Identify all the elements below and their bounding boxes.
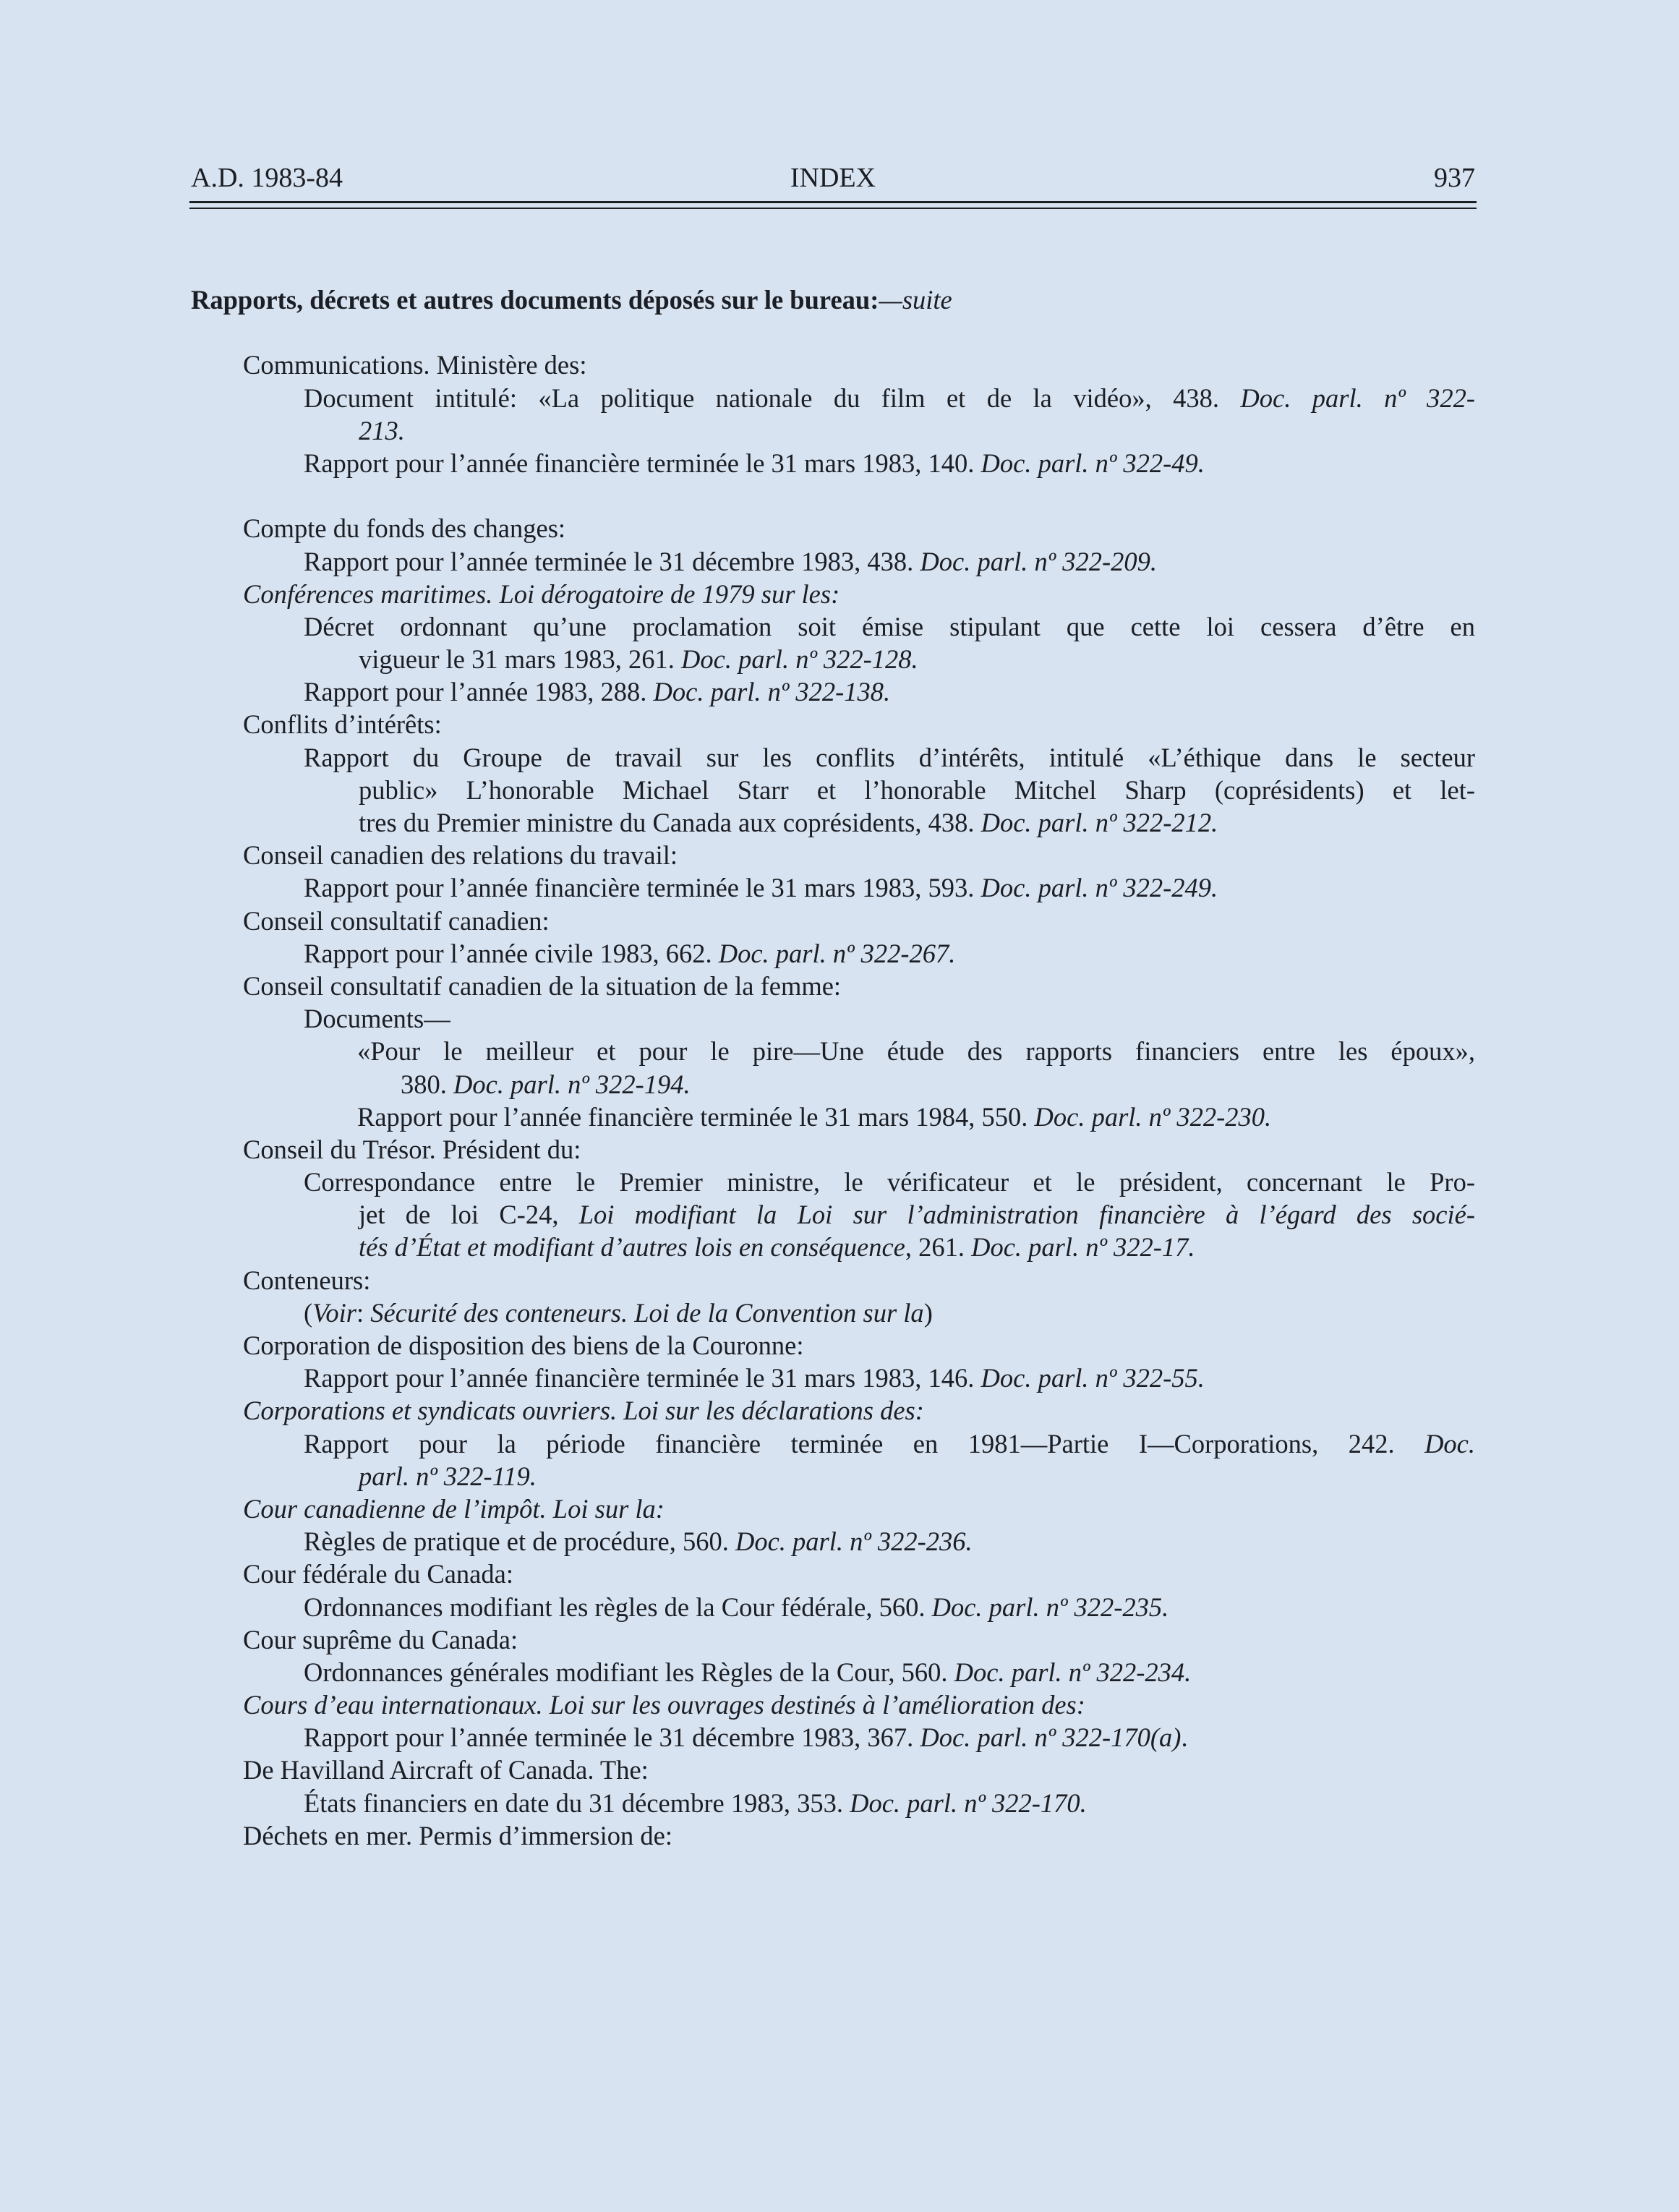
act-title: Loi modifiant la Loi sur l’administration financière à l’égard des socié-: [578, 1200, 1475, 1230]
index-subsubentry: [191, 1035, 1475, 1067]
cross-reference: [191, 1297, 1475, 1329]
page-number: 937: [1434, 163, 1475, 193]
index-subentry: [191, 447, 1475, 479]
header-title: INDEX: [790, 163, 876, 193]
section-heading: [191, 283, 1475, 316]
index-subentry: [191, 1787, 1475, 1819]
index-subentry: [191, 1362, 1475, 1394]
index-subentry: [191, 1525, 1475, 1558]
index-subentry: [191, 1166, 1475, 1198]
index-subentry-continued: [191, 774, 1475, 806]
entry-text: public» L’honorable Michael Starr et l’honorable Mitchel Sharp (coprésidents) et let-: [359, 774, 1475, 805]
doc-reference: parl. nº 322-119.: [359, 1461, 537, 1491]
index-subentry-continued: [191, 643, 1475, 675]
doc-reference: Doc. parl. nº 322-267.: [718, 938, 956, 968]
doc-reference: Doc. parl. nº 322-55.: [981, 1363, 1205, 1393]
section-heading-continued: —suite: [879, 285, 952, 315]
spacer: [191, 316, 1475, 349]
act-title: tés d’État et modifiant d’autres lois en conséquence: [359, 1232, 905, 1263]
index-entry: [191, 512, 1475, 545]
entry-text: Déchets en mer. Permis d’immersion de:: [243, 1820, 672, 1850]
entry-text: États financiers en date du 31 décembre 1983, 353.: [304, 1788, 850, 1818]
index-entry: [191, 1329, 1475, 1362]
entry-text: Conflits d’intérêts:: [243, 709, 442, 740]
entry-text: Rapport pour l’année 1983, 288.: [304, 677, 654, 707]
entry-text: , 261.: [905, 1232, 972, 1263]
entry-text: Cour canadienne de l’impôt. Loi sur la:: [243, 1493, 665, 1524]
index-subentry: [191, 382, 1475, 414]
index-entry: [191, 1264, 1475, 1297]
entry-text: Communications. Ministère des:: [243, 350, 587, 380]
index-subentry: [191, 610, 1475, 643]
index-entry: [191, 970, 1475, 1002]
entry-text: Rapport pour l’année financière terminée le 31 mars 1983, 593.: [304, 873, 981, 903]
entry-text: Rapport pour l’année financière terminée le 31 mars 1983, 140.: [304, 448, 981, 478]
entry-text: Ordonnances générales modifiant les Règles de la Cour, 560.: [304, 1657, 954, 1687]
entry-text: Corporation de disposition des biens de la Couronne:: [243, 1331, 804, 1360]
index-entry: [191, 905, 1475, 937]
index-entry: [191, 1394, 1475, 1427]
paren-open: (: [304, 1297, 313, 1328]
index-entry: [191, 349, 1475, 381]
entry-text: Conférences maritimes. Loi dérogatoire de 1979 sur les:: [243, 578, 840, 609]
header-rule-top: [189, 201, 1477, 203]
index-entry: [191, 1133, 1475, 1166]
doc-reference: Doc. parl. nº 322-170.: [850, 1788, 1087, 1818]
entry-text: Cour suprême du Canada:: [243, 1624, 518, 1654]
doc-reference: 213.: [359, 415, 405, 445]
entry-text: vigueur le 31 mars 1983, 261.: [359, 644, 682, 675]
doc-reference: Doc. parl. nº 322-: [1240, 383, 1475, 413]
index-entry: [191, 1493, 1475, 1525]
running-header: [191, 158, 1475, 198]
index-entry: [191, 578, 1475, 610]
entry-text: Conseil consultatif canadien:: [243, 905, 550, 936]
doc-reference: Doc. parl. nº 322-170(a): [920, 1722, 1182, 1753]
doc-reference: Doc. parl. nº 322-236.: [735, 1526, 973, 1557]
index-subentry: [191, 1721, 1475, 1754]
index-subentry-continued: [191, 1460, 1475, 1493]
colon: :: [356, 1297, 371, 1328]
index-entry: [191, 708, 1475, 740]
index-subentry: [191, 1002, 1475, 1035]
entry-text: Compte du fonds des changes:: [243, 513, 566, 544]
section-heading-text: Rapports, décrets et autres documents déposés sur le bureau:: [191, 285, 879, 315]
entry-text: 380.: [401, 1069, 453, 1099]
doc-reference: Doc. parl. nº 322-17.: [971, 1232, 1195, 1263]
entry-text: Rapport pour l’année financière terminée le 31 mars 1983, 146.: [304, 1363, 981, 1393]
entry-text: Corporations et syndicats ouvriers. Loi sur les déclarations des:: [243, 1396, 924, 1426]
index-entry: [191, 839, 1475, 871]
index-subsubentry: [191, 1101, 1475, 1133]
entry-text: Conseil canadien des relations du travail:: [243, 840, 678, 871]
spacer: [191, 479, 1475, 512]
index-entry: [191, 1688, 1475, 1721]
doc-reference: Doc. parl. nº 322-249.: [981, 873, 1218, 903]
index-subentry: [191, 1427, 1475, 1460]
index-subentry: [191, 1656, 1475, 1688]
entry-text: Rapport pour l’année civile 1983, 662.: [304, 938, 719, 968]
index-subentry: [191, 871, 1475, 904]
index-entry: [191, 1819, 1475, 1852]
doc-reference: Doc. parl. nº 322-194.: [453, 1069, 691, 1099]
see-target: Sécurité des conteneurs. Loi de la Convention sur la: [370, 1297, 924, 1328]
entry-text: Règles de pratique et de procédure, 560.: [304, 1526, 735, 1557]
paren-close: ): [923, 1297, 933, 1328]
entry-text: Conteneurs:: [243, 1265, 371, 1295]
doc-reference: Doc. parl. nº 322-230.: [1034, 1101, 1272, 1132]
index-subentry: [191, 545, 1475, 578]
see-label: Voir: [312, 1297, 357, 1328]
entry-text: Décret ordonnant qu’une proclamation soit émise stipulant que cette loi cessera d’être en: [304, 611, 1475, 641]
period: .: [1181, 1722, 1188, 1753]
entry-text: jet de loi C-24,: [359, 1200, 579, 1230]
index-subentry-continued: [191, 1198, 1475, 1231]
doc-reference: Doc.: [1424, 1428, 1475, 1459]
index-entry: [191, 1623, 1475, 1656]
entry-text: Rapport pour l’année terminée le 31 décembre 1983, 438.: [304, 546, 920, 576]
entry-text: Rapport pour la période financière terminée en 1981—Partie I—Corporations, 242.: [304, 1428, 1425, 1459]
index-subentry: [191, 741, 1475, 774]
entry-text: Cours d’eau internationaux. Loi sur les ouvrages destinés à l’amélioration des:: [243, 1690, 1085, 1720]
index-entry: [191, 1754, 1475, 1786]
entry-text: Document intitulé: «La politique nationale du film et de la vidéo», 438.: [304, 383, 1241, 413]
header-rule-bottom: [189, 208, 1477, 209]
entry-text: Ordonnances modifiant les règles de la Cour fédérale, 560.: [304, 1592, 932, 1622]
index-subsubentry-continued: [191, 1068, 1475, 1101]
index-subentry-continued: [191, 1231, 1475, 1263]
entry-text: Documents—: [304, 1004, 450, 1034]
doc-reference: Doc. parl. nº 322-235.: [931, 1592, 1169, 1622]
entry-text: De Havilland Aircraft of Canada. The:: [243, 1755, 649, 1785]
doc-reference: Doc. parl. nº 322-49.: [981, 448, 1205, 478]
entry-text: Conseil consultatif canadien de la situation de la femme:: [243, 970, 842, 1001]
doc-reference: Doc. parl. nº 322-128.: [681, 644, 918, 675]
header-year: A.D. 1983-84: [191, 163, 343, 193]
index-subentry: [191, 675, 1475, 708]
entry-text: tres du Premier ministre du Canada aux coprésidents, 438.: [359, 808, 981, 837]
index-content: [191, 283, 1475, 1852]
index-entry: [191, 1558, 1475, 1590]
entry-text: Rapport pour l’année financière terminée le 31 mars 1984, 550.: [357, 1101, 1035, 1132]
entry-text: Correspondance entre le Premier ministre, le vérificateur et le président, concernant le Pro-: [304, 1167, 1475, 1197]
doc-reference: Doc. parl. nº 322-234.: [954, 1657, 1192, 1687]
entry-text: Rapport du Groupe de travail sur les conflits d’intérêts, intitulé «L’éthique dans le secteur: [304, 742, 1475, 772]
doc-reference: Doc. parl. nº 322-212.: [981, 808, 1218, 837]
entry-text: Cour fédérale du Canada:: [243, 1559, 513, 1589]
index-subentry-continued: [191, 414, 1475, 447]
index-subentry-continued: [191, 806, 1475, 839]
doc-reference: Doc. parl. nº 322-209.: [920, 546, 1158, 576]
entry-text: Rapport pour l’année terminée le 31 décembre 1983, 367.: [304, 1722, 920, 1753]
index-subentry: [191, 937, 1475, 970]
entry-text: Conseil du Trésor. Président du:: [243, 1134, 581, 1164]
doc-reference: Doc. parl. nº 322-138.: [653, 677, 891, 707]
index-subentry: [191, 1591, 1475, 1623]
entry-text: «Pour le meilleur et pour le pire—Une étude des rapports financiers entre les époux»,: [357, 1036, 1475, 1067]
